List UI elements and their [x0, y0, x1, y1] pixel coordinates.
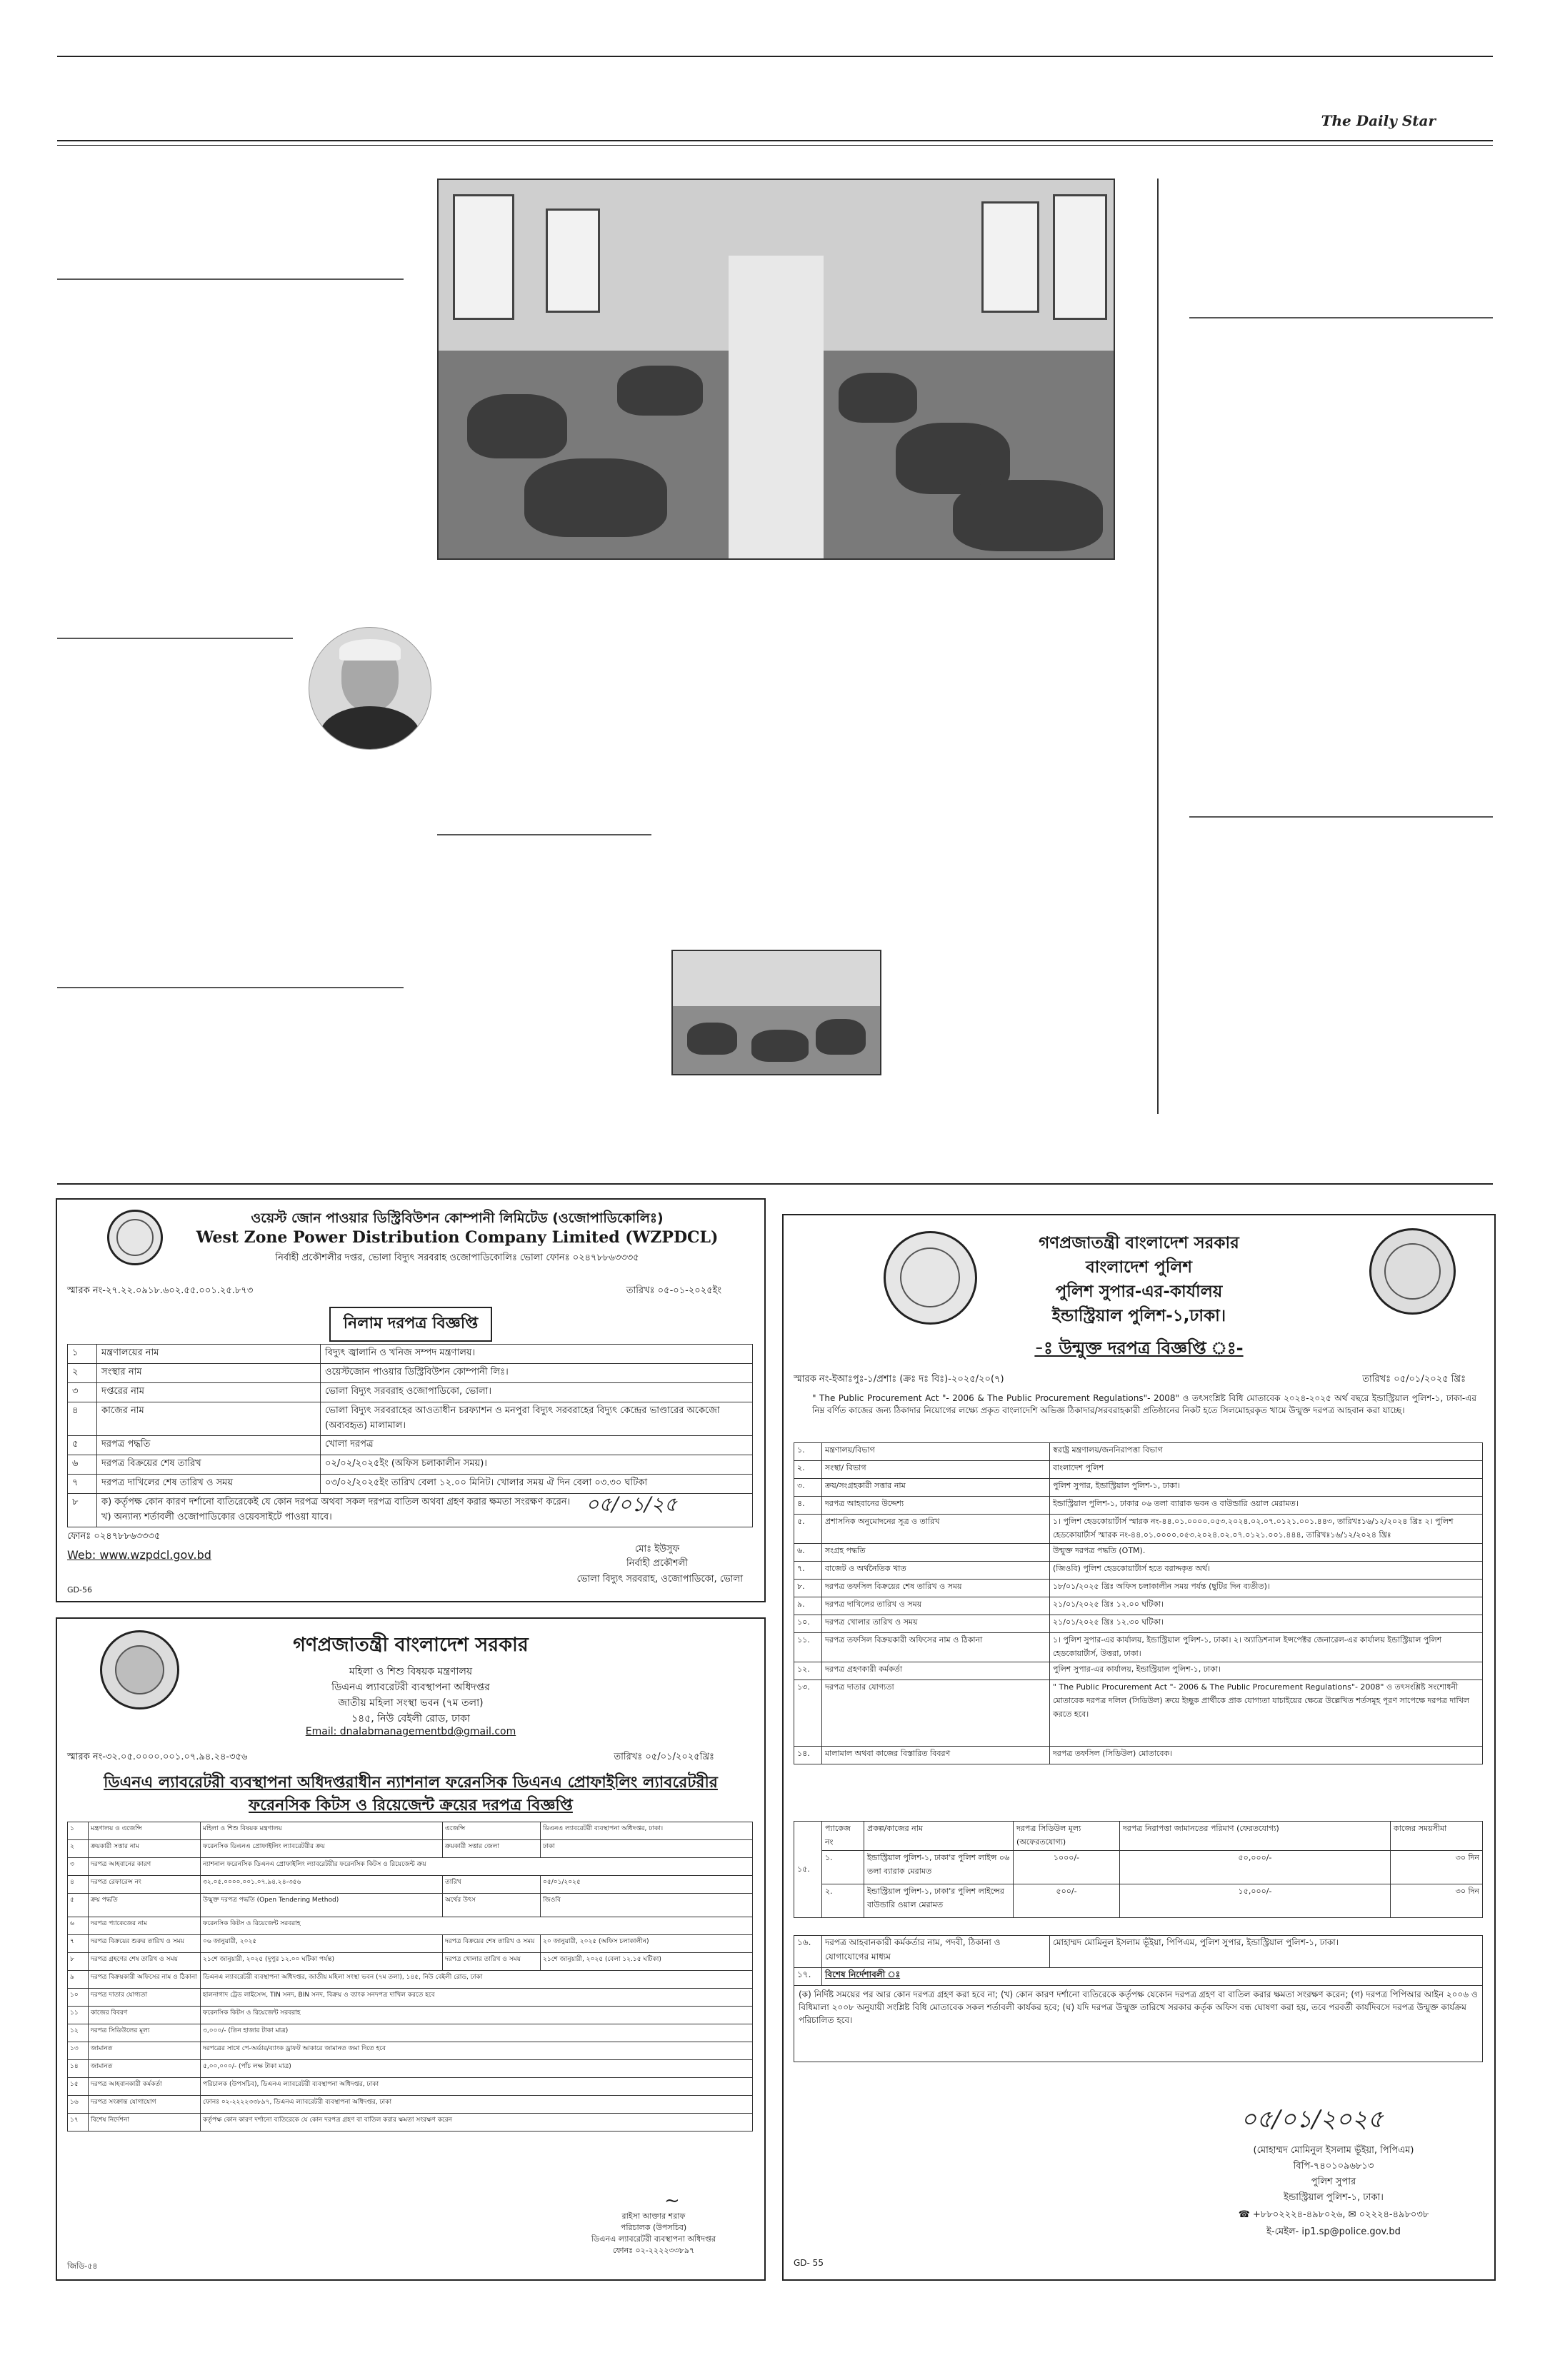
ad3-date: তারিখঃ ০৫/০১/২০২৫ খ্রিঃ — [1362, 1374, 1466, 1385]
ad1-web[interactable]: Web: www.wzpdcl.gov.bd — [67, 1548, 211, 1562]
column-rule — [1189, 816, 1493, 818]
ad3-office: ইন্ডাস্ট্রিয়াল পুলিশ-১, ঢাকা। — [1284, 2192, 1384, 2203]
table-row: ৫. প্রশাসনিক অনুমোদনের সূত্র ও তারিখ ১। পুলিশ হেডকোয়ার্টার্স স্মারক নং-৪৪.০১.০০০০.০৫৩.২০২৪.০২.০৭.০১২১.০০১.৪৪৩, তারিখঃ১৬/১২/২০২৪ খ্রিঃ ২। পুলিশ হেডকোয়ার্টার্স স্মারক নং-৪৪.০১.০০০০.০৫৩.২০২৪.০২.০৭.০১২১.০০১.৪৪৪, তারিখঃ১৬/১২/২০২৪ খ্রিঃ — [794, 1515, 1483, 1544]
ad2-dept: ডিএনএ ল্যাবরেটরী ব্যবস্থাপনা অধিদপ্তর — [331, 1682, 490, 1693]
ad3-signature: ০৫/০১/২০২৫ — [1241, 2105, 1384, 2134]
column-rule — [57, 987, 404, 988]
table-row: ১৬ দরপত্র সংক্রান্ত যোগাযোগ ফোনঃ ০২-২২২২৩৩৮৯৭, ডিএনএ ল্যাবরেটরী ব্যবস্থাপনা অধিদপ্তর, ঢাকা — [68, 2096, 753, 2114]
table-row: ১৫. প্যাকেজ নং প্রকল্প/কাজের নাম দরপত্র সিডিউল মূল্য (অফেরতযোগ্য) দরপত্র নিরাপত্তা জামানতের পরিমাণ (ফেরতযোগ্য) কাজের সময়সীমা — [794, 1822, 1483, 1851]
table-row: ৯. দরপত্র দাখিলের তারিখ ও সময় ২১/০১/২০২৫ খ্রিঃ ১২.০০ ঘটিকা। — [794, 1597, 1483, 1615]
ad1-title-en: West Zone Power Distribution Company Limited (WZPDCL) — [196, 1228, 719, 1247]
masthead-rule-1 — [57, 140, 1493, 141]
tender-ad-industrial-police — [782, 1214, 1496, 2281]
ad3-designation: পুলিশ সুপার — [1311, 2176, 1356, 2187]
ad1-signature: ০৫/০১/২৫ — [586, 1492, 677, 1516]
news-photo-small — [671, 950, 881, 1075]
table-row: ১৪ জামানত ৫,০০,০০০/- (পাঁচ লক্ষ টাকা মাত্র) — [68, 2060, 753, 2078]
column-rule — [57, 638, 293, 639]
ad1-subtitle: নির্বাহী প্রকৌশলীর দপ্তর, ভোলা বিদ্যুৎ সরবরাহ ওজোপাডিকোলিঃ ভোলা ফোনঃ ০২৪৭৮৮৬৩৩৩৫ — [275, 1252, 639, 1263]
table-row: ৬. সংগ্রহ পদ্ধতি উন্মুক্ত দরপত্র পদ্ধতি (OTM). — [794, 1544, 1483, 1562]
ad1-phone: ফোনঃ ০২৪৭৮৮৬৩৩৩৫ — [67, 1531, 161, 1542]
ad3-bp: বিপি-৭৪০১০৯৬৮১৩ — [1293, 2161, 1374, 2171]
table-row: ৪. দরপত্র আহবানের উদ্দেশ্য ইন্ডাস্ট্রিয়াল পুলিশ-১, ঢাকার ০৬ তলা ব্যারাক ভবন ও বাউন্ডারি ওয়াল মেরামত। — [794, 1497, 1483, 1515]
table-row: ৮. দরপত্র তফসিল বিক্রয়ের শেষ তারিখ ও সময় ১৮/০১/২০২৫ খ্রিঃ অফিস চলাকালীন সময় পর্যন্ত (ছুটির দিন ব্যতীত)। — [794, 1580, 1483, 1597]
table-row: ৬ দরপত্র প্যাকেজের নাম ফরেনসিক কিটস ও রিয়েজেন্ট সরবরাহ — [68, 1917, 753, 1935]
ad1-signer: মোঃ ইউসুফ — [634, 1544, 680, 1555]
ad3-gov: গণপ্রজাতন্ত্রী বাংলাদেশ সরকার — [1039, 1234, 1239, 1252]
ad3-email[interactable]: ই-মেইল- ip1.sp@police.gov.bd — [1266, 2226, 1401, 2237]
ad3-ref: স্মারক নং-ইআঃপুঃ-১/প্রশাঃ (ক্রঃ দঃ বিঃ)-২০২৫/২০(৭) — [794, 1374, 1004, 1385]
table-row: ৮ ক) কর্তৃপক্ষ কোন কারণ দর্শানো ব্যতিরেকেই যে কোন দরপত্র অথবা সকল দরপত্র বাতিল অথবা গ্রহণ করার ক্ষমতা সংরক্ষণ করেন। খ) অন্যান্য শর্তাবলী ওজোপাডিকোর ওয়েবসাইটে পাওয়া যাবে। — [68, 1494, 753, 1527]
table-row: ১২. দরপত্র গ্রহণকারী কর্মকর্তা পুলিশ সুপার-এর কার্যালয়, ইন্ডাস্ট্রিয়াল পুলিশ-১, ঢাকা। — [794, 1662, 1483, 1680]
ad2-email[interactable]: Email: dnalabmanagementbd@gmail.com — [305, 1726, 516, 1737]
ad3-package-table — [794, 1821, 1483, 1918]
table-row: ২. ইন্ডাস্ট্রিয়াল পুলিশ-১, ঢাকা'র পুলিশ লাইন্সের বাউন্ডারি ওয়াল মেরামত ৫০০/- ১৫,০০০/- ৩০ দিন — [794, 1884, 1483, 1918]
ad2-heading-1: ডিএনএ ল্যাবরেটরী ব্যবস্থাপনা অধিদপ্তরাধীন ন্যাশনাল ফরেনসিক ডিএনএ প্রোফাইলিং ল্যাবরেটরীর — [104, 1774, 718, 1792]
news-photo-shelter — [437, 179, 1115, 560]
ad3-notes-table — [794, 1935, 1483, 2062]
table-row: ৬ দরপত্র বিক্রয়ের শেষ তারিখ ০২/০২/২০২৫ইং (অফিস চলাকালীন সময়)। — [68, 1455, 753, 1475]
table-row: ৩ দপ্তরের নাম ভোলা বিদ্যুৎ সরবরাহ ওজোপাডিকো, ভোলা। — [68, 1383, 753, 1402]
ad1-heading — [57, 1307, 764, 1342]
ad2-table — [67, 1822, 753, 2132]
table-row: ১৪. মালামাল অথবা কাজের বিস্তারিত বিবরণ দরপত্র তফসিল (সিডিউল) মোতাবেক। — [794, 1747, 1483, 1764]
ad3-office-1: পুলিশ সুপার-এর-কার্যালয় — [1055, 1282, 1223, 1301]
table-row: ১৭. বিশেষ নির্দেশাবলী ঃ — [794, 1968, 1483, 1986]
ad2-gov: গণপ্রজাতন্ত্রী বাংলাদেশ সরকার — [293, 1634, 529, 1656]
ad1-heading-text: নিলাম দরপত্র বিজ্ঞপ্তি — [329, 1307, 492, 1342]
table-row: ১১. দরপত্র তফসিল বিক্রয়কারী অফিসের নাম ও ঠিকানা ১। পুলিশ সুপার-এর কার্যালয়, ইন্ডাস্ট্রিয়াল পুলিশ-১, ঢাকা। ২। অ্যাডিশনাল ইন্সপেক্টর জেনারেল-এর কার্যালয় ইন্ডাস্ট্রিয়াল পুলিশ হেডকোয়ার্টার্স, উত্তরা, ঢাকা। — [794, 1633, 1483, 1662]
ad3-heading: -ঃ উন্মুক্ত দরপত্র বিজ্ঞপ্তি ঃ- — [1034, 1338, 1244, 1358]
ad1-date: তারিখঃ ০৫-০১-২০২৫ইং — [626, 1285, 721, 1296]
column-rule — [1189, 317, 1493, 318]
section-rule — [57, 1183, 1493, 1185]
ad3-intro: " The Public Procurement Act "- 2006 & The Public Procurement Regulations"- 2008" ও তৎসংশ্লিষ্ট বিধি মোতাবেক ২০২৪-২০২৫ অর্থ বছরে ইন্ডাস্ট্রিয়াল পুলিশ-১, ঢাকা-এর নিম্ন বর্ণিত কাজের জন্য ঠিকাদার নিয়োগের লক্ষ্যে প্রকৃত বাংলাদেশি অভিজ্ঞ ঠিকাদার/সরবরাহকারী প্রতিষ্ঠানের নিকট হতে সিলমোহরকৃত খামে উন্মুক্ত দরপত্র আহবান করা যাচ্ছে। — [812, 1393, 1476, 1415]
ad2-heading-2: ফরেনসিক কিটস ও রিয়েজেন্ট ক্রয়ের দরপত্র বিজ্ঞপ্তি — [249, 1797, 573, 1814]
table-row: ১০. দরপত্র খোলার তারিখ ও সময় ২১/০১/২০২৫ খ্রিঃ ১২.৩০ ঘটিকা। — [794, 1615, 1483, 1633]
ad2-building: জাতীয় মহিলা সংস্থা ভবন (৭ম তলা) — [338, 1697, 484, 1709]
table-row: ১. মন্ত্রণালয়/বিভাগ স্বরাষ্ট্র মন্ত্রণালয়/জননিরাপত্তা বিভাগ — [794, 1443, 1483, 1461]
ad2-address: ১৪৫, নিউ বেইলী রোড, ঢাকা — [351, 1713, 470, 1724]
column-rule — [57, 278, 404, 280]
table-row: ৭. বাজেট ও অর্থনৈতিক খাত (জিওবি) পুলিশ হেডকোয়ার্টার্স হতে বরাদ্দকৃত অর্থ। — [794, 1562, 1483, 1580]
table-row: ২. সংস্থা/ বিভাগ বাংলাদেশ পুলিশ — [794, 1461, 1483, 1479]
table-row: ৮ দরপত্র গ্রহণের শেষ তারিখ ও সময় ২১শে জানুয়ারী, ২০২৫ (দুপুর ১২.০০ ঘটিকা পর্যন্ত) দরপত্র খোলার তারিখ ও সময় ২১শে জানুয়ারী, ২০২৫ (বেলা ১২.১৫ ঘটিকা) — [68, 1953, 753, 1971]
table-row: ৪ কাজের নাম ভোলা বিদ্যুৎ সরবরাহের আওতাধীন চরফ্যাশন ও মনপুরা বিদ্যুৎ সরবরাহের বিদ্যুৎ কেন্দ্রের ভাণ্ডারের অকেজো (অব্যবহৃত) মালামাল। — [68, 1402, 753, 1436]
table-row: (ক) নির্দিষ্ট সময়ের পর আর কোন দরপত্র গ্রহণ করা হবে না; (খ) কোন কারণ দর্শানো ব্যতিরেকে কর্তৃপক্ষ যেকোন দরপত্র গ্রহণ বা বাতিল করার ক্ষমতা সংরক্ষণ করেন; (গ) দরপত্র পিপিআর আইন ২০০৬ ও বিধিমালা ২০০৮ অনুযায়ী সংশ্লিষ্ট বিধি মোতাবেক সকল শর্তাবলী কার্যকর হবে; (ঘ) যদি দরপত্র উন্মুক্ত তারিখে সরকার কর্তৃক অফিস বন্ধ ঘোষণা করা হয়, তবে পরবর্তী কার্যদিবসে দরপত্র উন্মুক্ত কার্যক্রম পরিচালিত হবে। — [794, 1986, 1483, 2062]
ad2-ministry: মহিলা ও শিশু বিষয়ক মন্ত্রণালয় — [349, 1666, 473, 1677]
ad1-title-bn: ওয়েস্ট জোন পাওয়ার ডিস্ট্রিবিউশন কোম্পানী লিমিটেড (ওজোপাডিকোলিঃ) — [251, 1210, 664, 1226]
table-row: ৫ ক্রয় পদ্ধতি উন্মুক্ত দরপত্র পদ্ধতি (Open Tendering Method) অর্থের উৎস জিওবি — [68, 1894, 753, 1917]
table-row: ১১ কাজের বিবরণ ফরেনসিক কিটস ও রিয়েজেন্ট সরবরাহ — [68, 2007, 753, 2024]
table-row: ১ মন্ত্রণালয়ের নাম বিদ্যুৎ জ্বালানি ও খনিজ সম্পদ মন্ত্রণালয়। — [68, 1345, 753, 1364]
table-row: ১৭ বিশেষ নির্দেশনা কর্তৃপক্ষ কোন কারণ দর্শানো ব্যতিরেকে যে কোন দরপত্র গ্রহণ বা বাতিল করার ক্ষমতা সংরক্ষণ করেন — [68, 2114, 753, 2132]
table-row: ৩ দরপত্র আহবানের কারণ ন্যাশনাল ফরেনসিক ডিএনএ প্রোফাইলিং ল্যাবরেটরীর ফরেনসিক কিটস ও রিয়েজেন্ট ক্রয় — [68, 1858, 753, 1876]
table-row: ৭ দরপত্র দাখিলের শেষ তারিখ ও সময় ০৩/০২/২০২৫ইং তারিখ বেলা ১২.০০ মিনিট। খোলার সময় ঐ দিন বেলা ০৩.৩০ ঘটিকা — [68, 1475, 753, 1494]
table-row: ১ মন্ত্রণালয় ও এজেন্সি মহিলা ও শিশু বিষয়ক মন্ত্রণালয় এজেন্সি ডিএনএ ল্যাবরেটরী ব্যবস্থাপনা অধিদপ্তর, ঢাকা। — [68, 1822, 753, 1840]
table-row: ১২ দরপত্র সিডিউলের মূল্য ৩,০০০/- (তিন হাজার টাকা মাত্র) — [68, 2024, 753, 2042]
ad2-date: তারিখঃ ০৫/০১/২০২৫খ্রিঃ — [614, 1752, 714, 1762]
top-rule — [57, 56, 1493, 57]
table-row: ১০ দরপত্র দাতার যোগ্যতা হালনাগাদ ট্রেড লাইসেন্স, TIN সনদ, BIN সনদ, বিক্রয় ও ব্যাংক সনদপত্র দাখিল করতে হবে — [68, 1989, 753, 2007]
table-row: ২ ক্রয়কারী সত্তার নাম ফরেনসিক ডিএনএ প্রোফাইলিং ল্যাবরেটরীর ক্রয় ক্রয়কারী সত্তার জেলা ঢাকা — [68, 1840, 753, 1858]
ad2-signer: রাইসা আক্তার শরাফ — [621, 2211, 686, 2221]
table-row: ১৫ দরপত্র আহবানকারী কর্মকর্তা পরিচালক (উপসচিব), ডিএনএ ল্যাবরেটরী ব্যবস্থাপনা অধিদপ্তর, ঢাকা — [68, 2078, 753, 2096]
table-row: ৫ দরপত্র পদ্ধতি খোলা দরপত্র — [68, 1436, 753, 1455]
table-row: ৪ দরপত্র রেফারেন্স নং ৩২.০৫.০০০০.০০১.০৭.৯৪.২৪-৩৫৬ তারিখ ০৫/০১/২০২৫ — [68, 1876, 753, 1894]
ad2-designation: পরিচালক (উপসচিব) — [620, 2223, 687, 2232]
table-row: ১৩. দরপত্র দাতার যোগ্যতা " The Public Procurement Act "- 2006 & The Public Procurement Regulations"- 2008" ও তৎসংশ্লিষ্ট সংশোধনী মোতাবেক দরপত্র দলিল (সিডিউল) ক্রয়ে ইচ্ছুক প্রার্থীকে প্রাক যোগ্যতা যাচাইয়ের ক্ষেত্রে উল্লেখিত শর্তসমূহ পূরণ সাপেক্ষে দরপত্র দাখিল করতে হবে। — [794, 1680, 1483, 1747]
table-row: ২ সংস্থার নাম ওয়েস্টজোন পাওয়ার ডিস্ট্রিবিউশন কোম্পানী লিঃ। — [68, 1364, 753, 1383]
tender-ad-dna-lab — [56, 1617, 766, 2281]
masthead-rule-2 — [57, 145, 1493, 146]
column-divider — [1157, 179, 1159, 1114]
ad1-code: GD-56 — [67, 1585, 92, 1595]
table-row: ১৬. দরপত্র আহবানকারী কর্মকর্তার নাম, পদবী, ঠিকানা ও যোগাযোগের মাধ্যম মোহাম্মদ মোমিনুল ইসলাম ভূঁইয়া, পিপিএম, পুলিশ সুপার, ইন্ডাস্ট্রিয়াল পুলিশ-১, ঢাকা। — [794, 1936, 1483, 1968]
ad3-phone: ☎ +৮৮০২২২৪-৪৯৮০২৬, ✉ ০২২২৪-৪৯৮০৩৮ — [1238, 2209, 1429, 2220]
ad3-table — [794, 1442, 1483, 1764]
ad3-police: বাংলাদেশ পুলিশ — [1085, 1258, 1193, 1277]
ad1-office: ভোলা বিদ্যুৎ সরবরাহ, ওজোপাডিকো, ভোলা — [576, 1574, 743, 1585]
ad3-signer: (মোহাম্মদ মোমিনুল ইসলাম ভূঁইয়া, পিপিএম) — [1253, 2145, 1414, 2156]
column-rule — [437, 834, 651, 835]
table-row: ৯ দরপত্র বিক্রয়কারী অফিসের নাম ও ঠিকানা ডিএনএ ল্যাবরেটরী ব্যবস্থাপনা অধিদপ্তর, জাতীয় মহিলা সংস্থা ভবন (৭ম তলা), ১৪৫, নিউ বেইলী রোড, ঢাকা — [68, 1971, 753, 1989]
ad2-signature: ~ — [664, 2190, 680, 2211]
tender-ad-wzpdcl — [56, 1198, 766, 1602]
ad3-code: GD- 55 — [794, 2258, 824, 2268]
ad2-office: ডিএনএ ল্যাবরেটরী ব্যবস্থাপনা অধিদপ্তর — [591, 2234, 716, 2244]
columnist-portrait — [309, 627, 431, 750]
table-row: ৭ দরপত্র বিক্রয়ের শুরুর তারিখ ও সময় ০৬ জানুয়ারী, ২০২৫ দরপত্র বিক্রয়ের শেষ তারিখ ও সময় ২০ জানুয়ারী, ২০২৫ (অফিস চলাকালীন) — [68, 1935, 753, 1953]
masthead: The Daily Star — [1321, 112, 1436, 129]
wzpdcl-logo — [107, 1210, 163, 1265]
table-row: ১. ইন্ডাস্ট্রিয়াল পুলিশ-১, ঢাকা'র পুলিশ লাইন্স ০৬ তলা ব্যারাক মেরামত ১০০০/- ৫০,০০০/- ৩০ দিন — [794, 1851, 1483, 1884]
ad2-code: জিডি-৫৪ — [67, 2261, 98, 2271]
table-row: ৩. ক্রয়/সংগ্রহকারী সত্তার নাম পুলিশ সুপার, ইন্ডাস্ট্রিয়াল পুলিশ-১, ঢাকা। — [794, 1479, 1483, 1497]
ad1-designation: নির্বাহী প্রকৌশলী — [626, 1558, 688, 1569]
ad1-ref: স্মারক নং-২৭.২২.০৯১৮.৬০২.৫৫.০০১.২৫.৮৭৩ — [67, 1285, 254, 1296]
ad2-ref: স্মারক নং-৩২.০৫.০০০০.০০১.০৭.৯৪.২৪-৩৫৬ — [67, 1752, 248, 1762]
ad3-office-2: ইন্ডাস্ট্রিয়াল পুলিশ-১,ঢাকা। — [1051, 1307, 1226, 1325]
ad2-phone: ফোনঃ ০২-২২২২৩৩৮৯৭ — [612, 2246, 695, 2255]
table-row: ১৩ জামানত দরপত্রের সাথে পে-অর্ডার/ব্যাংক ড্রাফট আকারে জামানত জমা দিতে হবে — [68, 2042, 753, 2060]
